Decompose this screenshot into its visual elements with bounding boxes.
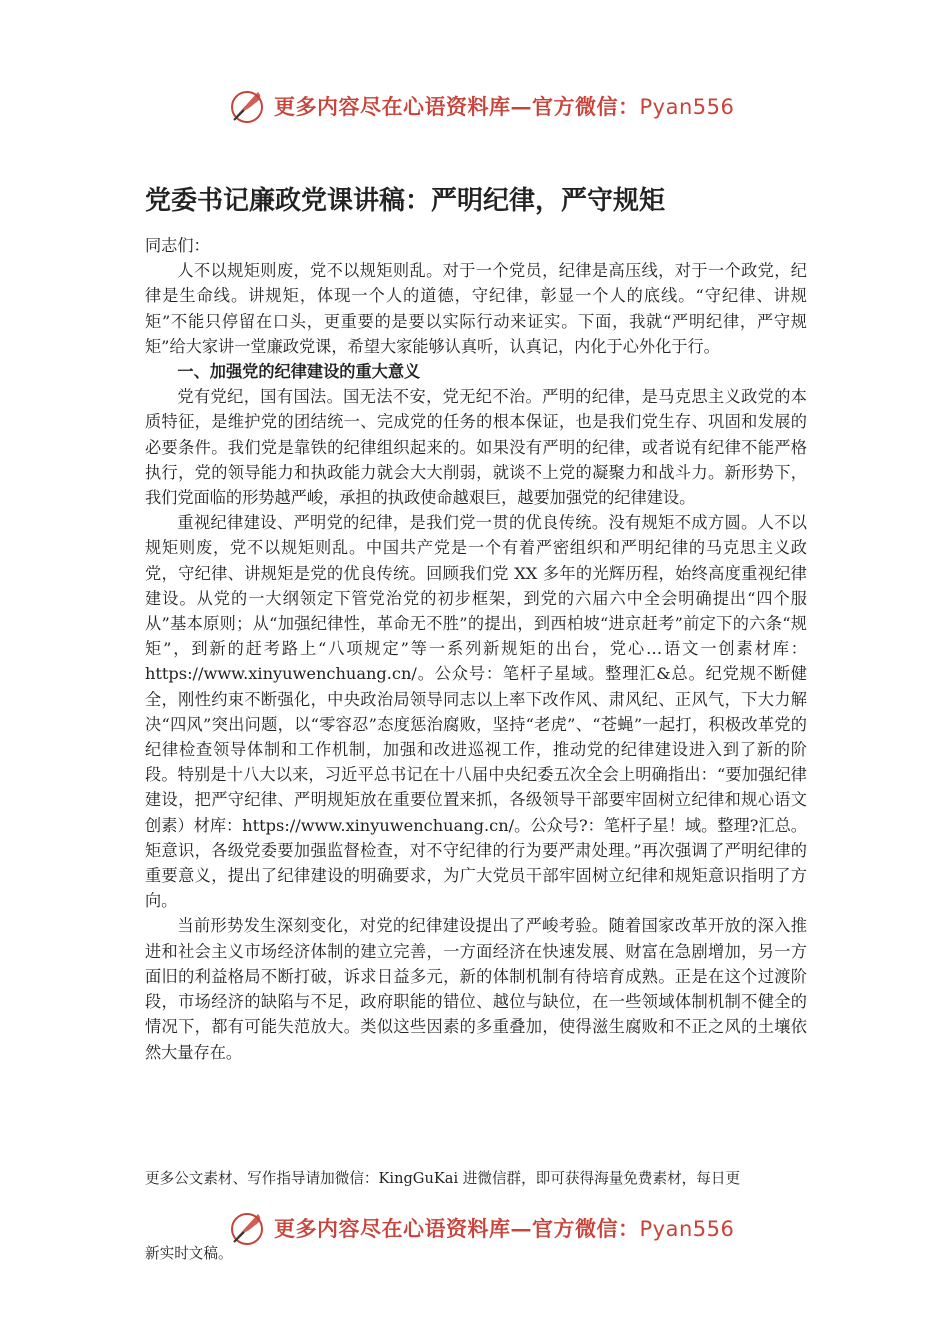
paragraph: 党有党纪，国有国法。国无法不安，党无纪不治。严明的纪律，是马克思主义政党的本质特征，是维护党的团结统一、完成党的任务的根本保证，也是我们党生存、巩固和发展的必要条件。我们党是靠铁的纪律组织起来的。如果没有严明的纪律，或者说有纪律不能严格执行，党的领导能力和执政能力就会大大削弱，就谈不上党的凝聚力和战斗力。新形势下，我们党面临的形势越严峻，承担的执政使命越艰巨，越要加强党的纪律建设。 <box>145 387 807 508</box>
footer-banner <box>228 1206 748 1250</box>
paragraph: 重视纪律建设、严明党的纪律，是我们党一贯的优良传统。没有规矩不成方圆。人不以规矩则废，党不以规矩则乱。中国共产党是一个有着严密组织和严明纪律的马克思主义政党，守纪律、讲规矩是党的优良传统。回顾我们党 XX 多年的光辉历程，始终高度重视纪律建设。从党的一大纲领定下管党治党的初步框架，到党的六届六中全会明确提出“四个服从”基本原则；从“加强纪律性，革命无不胜”的提出，到西柏坡“进京赶考”前定下的六条“规矩”，到新的赶考路上“八项规定”等一系列新规矩的出台，党心…语文一创素材库：https://www.xinyuwenchuang.cn/。公众号：笔杆子星域。整理汇&总。纪党规不断健全，刚性约束不断强化，中央政治局领导同志以上率下改作风、肃风纪、正风气，下大力解决“四风”突出问题，以“零容忍”态度惩治腐败，坚持“老虎”、“苍蝇”一起打，积极改革党的纪律检查领导体制和工作机制，加强和改进巡视工作，推动党的纪律建设进入到了新的阶段。特别是十八大以来，习近平总书记在十八届中央纪委五次全会上明确指出：“要加强纪律建设，把严守纪律、严明规矩放在重要位置来抓，各级领导干部要牢固树立纪律和规心语文创素）材库：https://www.xinyuwenchuang.cn/。公众号?：笔杆子星！域。整理?汇总。矩意识，各级党委要加强监督检查，对不守纪律的行为要严肃处理。”再次强调了严明纪律的重要意义，提出了纪律建设的明确要求，为广大党员干部牢固树立纪律和规矩意识指明了方向。 <box>145 513 807 911</box>
quill-pen-icon <box>228 86 268 126</box>
footer-note-line2: 新实时文稿。 <box>145 1245 233 1262</box>
paragraph: 人不以规矩则废，党不以规矩则乱。对于一个党员，纪律是高压线，对于一个政党，纪律是生命线。讲规矩，体现一个人的道德，守纪律，彰显一个人的底线。“守纪律、讲规矩”不能只停留在口头，更重要的是要以实际行动来证实。下面，我就“严明纪律，严守规矩”给大家讲一堂廉政党课，希望大家能够认真听，认真记，内化于心外化于行。 <box>145 261 807 356</box>
footer-note-line1: 更多公文素材、写作指导请加微信：KingGuKai 进微信群，即可获得海量免费素材，每日更 <box>145 1170 741 1187</box>
page-title: 党委书记廉政党课讲稿：严明纪律，严守规矩 <box>145 186 666 216</box>
header-banner <box>228 84 748 128</box>
greeting: 同志们： <box>145 236 210 255</box>
banner-text: 更多内容尽在心语资料库—官方微信：Pyan556 <box>274 1216 735 1241</box>
document-body <box>145 233 807 1065</box>
section-heading: 一、加强党的纪律建设的重大意义 <box>177 362 421 382</box>
quill-pen-icon <box>228 1208 268 1248</box>
paragraph: 当前形势发生深刻变化，对党的纪律建设提出了严峻考验。随着国家改革开放的深入推进和社会主义市场经济体制的建立完善，一方面经济在快速发展、财富在急剧增加，另一方面旧的利益格局不断打破，诉求日益多元，新的体制机制有待培育成熟。正是在这个过渡阶段，市场经济的缺陷与不足，政府职能的错位、越位与缺位，在一些领域体制机制不健全的情况下，都有可能失范放大。类似这些因素的多重叠加，使得滋生腐败和不正之风的土壤依然大量存在。 <box>145 916 807 1062</box>
banner-text: 更多内容尽在心语资料库—官方微信：Pyan556 <box>274 94 735 119</box>
